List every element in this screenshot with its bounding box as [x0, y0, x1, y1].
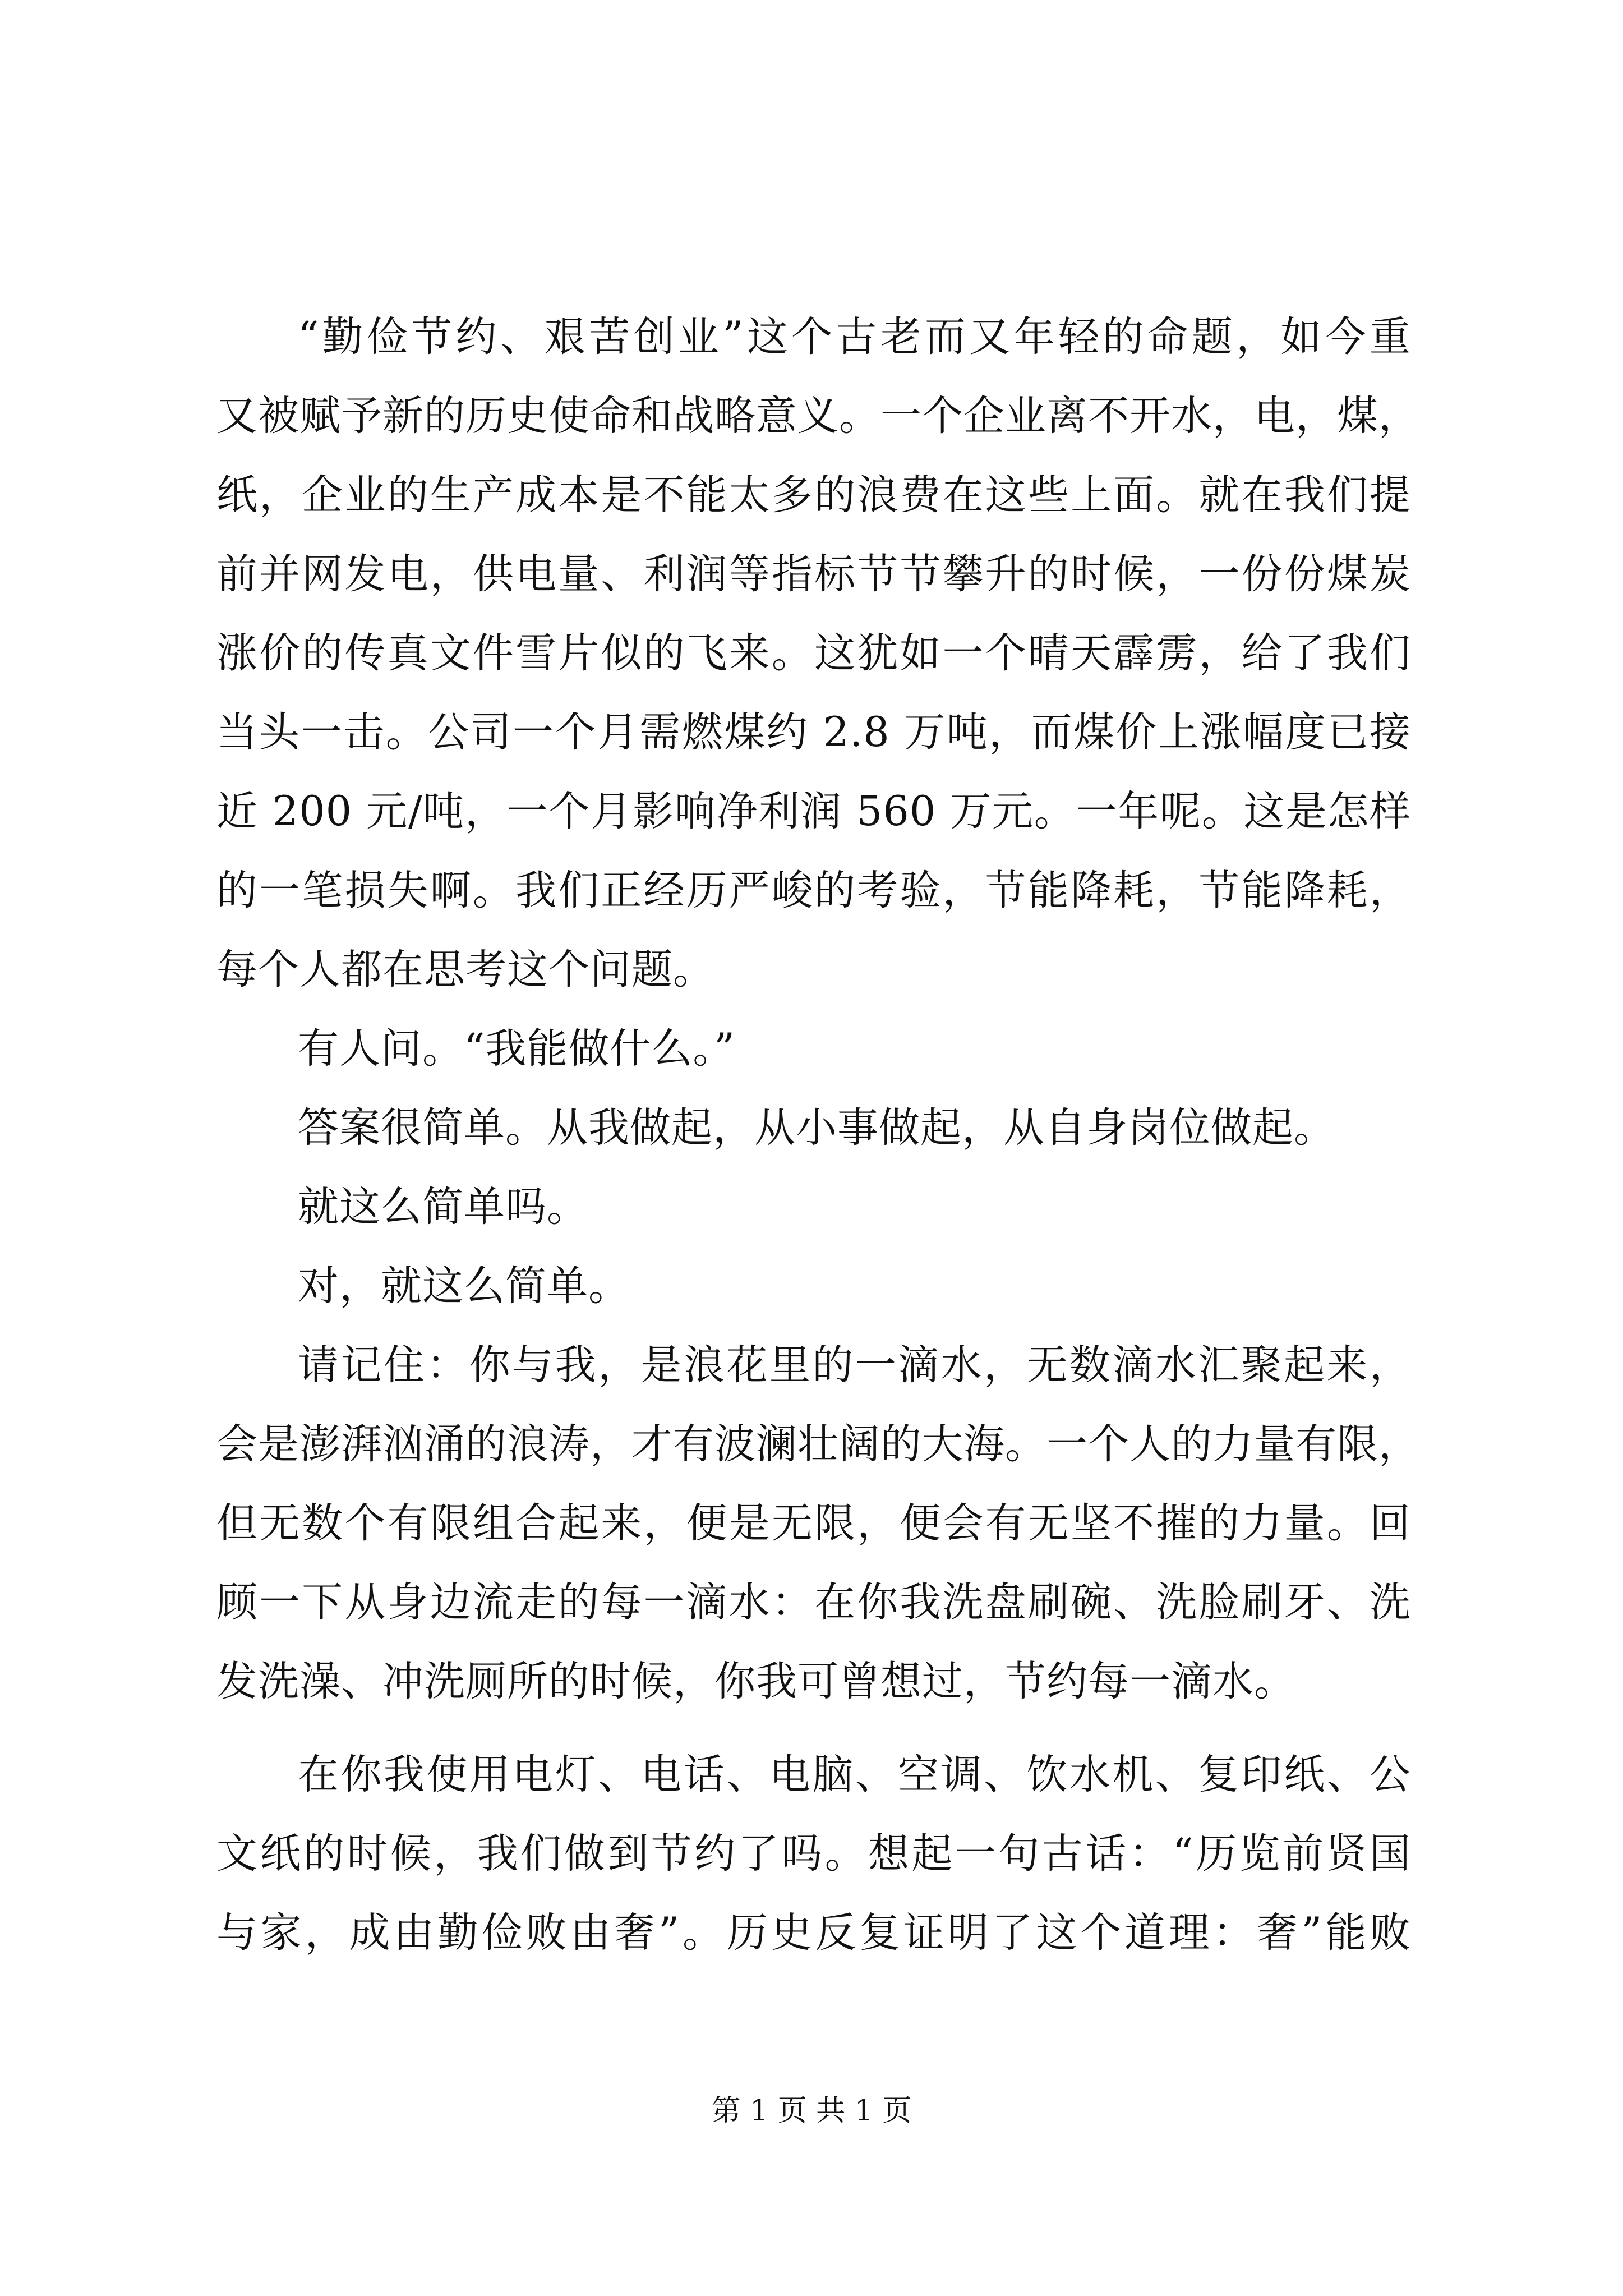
- text-line-14: 请记住：你与我，是浪花里的一滴水，无数滴水汇聚起来，: [298, 1341, 1411, 1389]
- text-line-4: 前并网发电，供电量、利润等指标节节攀升的时候，一份份煤炭: [216, 550, 1411, 598]
- text-line-5: 涨价的传真文件雪片似的飞来。这犹如一个晴天霹雳，给了我们: [216, 629, 1411, 677]
- text-line-13: 对，就这么简单。: [298, 1262, 630, 1310]
- text-line-11: 答案很简单。从我做起，从小事做起，从自身岗位做起。: [298, 1104, 1335, 1152]
- text-line-9: 每个人都在思考这个问题。: [216, 946, 714, 993]
- text-line-3: 纸，企业的生产成本是不能太多的浪费在这些上面。就在我们提: [216, 471, 1411, 519]
- page-number-footer: 第 1 页 共 1 页: [711, 2094, 912, 2128]
- text-line-19: 在你我使用电灯、电话、电脑、空调、饮水机、复印纸、公: [298, 1751, 1411, 1798]
- document-body: [216, 297, 1420, 1972]
- text-line-6: 当头一击。公司一个月需燃煤约 2.8 万吨，而煤价上涨幅度已接: [216, 708, 1411, 756]
- text-line-2: 又被赋予新的历史使命和战略意义。一个企业离不开水，电，煤，: [216, 392, 1420, 440]
- text-line-10: 有人问。“我能做什么。”: [298, 1025, 736, 1073]
- text-line-15: 会是澎湃汹涌的浪涛，才有波澜壮阔的大海。一个人的力量有限，: [216, 1420, 1420, 1468]
- text-line-7: 近 200 元/吨，一个月影响净利润 560 万元。一年呢。这是怎样: [216, 788, 1411, 835]
- text-line-18: 发洗澡、冲洗厕所的时候，你我可曾想过，节约每一滴水。: [216, 1658, 1295, 1705]
- text-line-20: 文纸的时候，我们做到节约了吗。想起一句古话：“历览前贤国: [216, 1830, 1411, 1878]
- text-line-16: 但无数个有限组合起来，便是无限，便会有无坚不摧的力量。回: [216, 1499, 1411, 1547]
- text-line-8: 的一笔损失啊。我们正经历严峻的考验，节能降耗，节能降耗，: [216, 867, 1411, 914]
- text-line-1: “勤俭节约、艰苦创业”这个古老而又年轻的命题，如今重: [298, 313, 1411, 361]
- text-line-21: 与家，成由勤俭败由奢”。历史反复证明了这个道理：奢”能败: [216, 1909, 1411, 1957]
- text-line-12: 就这么简单吗。: [298, 1183, 588, 1231]
- text-line-17: 顾一下从身边流走的每一滴水：在你我洗盘刷碗、洗脸刷牙、洗: [216, 1579, 1411, 1626]
